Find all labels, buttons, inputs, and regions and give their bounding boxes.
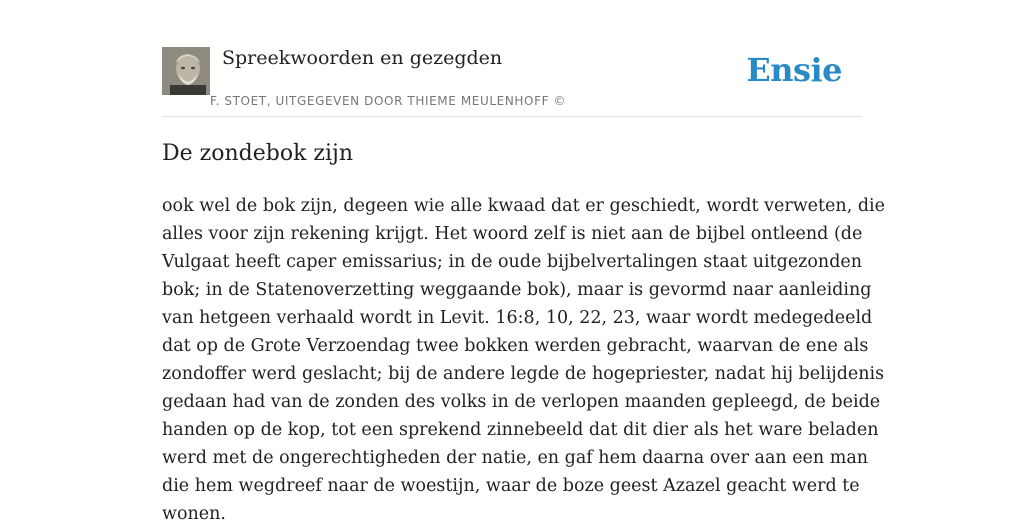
body-line: die hem wegdreef naar de woestijn, waar de boze geest Azazel geacht werd te — [162, 476, 860, 496]
body-line: wonen. — [162, 504, 226, 524]
body-line: dat op de Grote Verzoendag twee bokken werden gebracht, waarvan de ene als — [162, 336, 869, 356]
body-line: werd met de ongerechtigheden der natie, en gaf hem daarna over aan een man — [162, 448, 869, 468]
entry-body — [162, 192, 885, 528]
author-avatar — [162, 47, 210, 95]
author-portrait-icon — [162, 47, 210, 95]
entry-title: De zondebok zijn — [162, 141, 354, 166]
source-title[interactable]: Spreekwoorden en gezegden — [222, 47, 503, 69]
source-credit: F. STOET, UITGEGEVEN DOOR THIEME MEULENHOFF © — [210, 94, 567, 108]
body-line: gedaan had van de zonden des volks in de verlopen maanden gepleegd, de beide — [162, 392, 881, 412]
body-line: van hetgeen verhaald wordt in Levit. 16:8, 10, 22, 23, waar wordt medegedeeld — [162, 308, 873, 328]
body-line: zondoffer werd geslacht; bij de andere legde de hogepriester, nadat hij belijdenis — [162, 364, 885, 384]
body-line: ook wel de bok zijn, degeen wie alle kwaad dat er geschiedt, wordt verweten, die — [162, 196, 885, 216]
body-line: Vulgaat heeft caper emissarius; in de oude bijbelvertalingen staat uitgezonden — [162, 252, 863, 272]
body-line: bok; in de Statenoverzetting weggaande bok), maar is gevormd naar aanleiding — [162, 280, 872, 300]
body-line: alles voor zijn rekening krijgt. Het woord zelf is niet aan de bijbel ontleend (de — [162, 224, 863, 244]
source-header — [162, 46, 862, 117]
body-line: handen op de kop, tot een sprekend zinnebeeld dat dit dier als het ware beladen — [162, 420, 879, 440]
ensie-logo[interactable]: Ensie — [746, 51, 842, 89]
